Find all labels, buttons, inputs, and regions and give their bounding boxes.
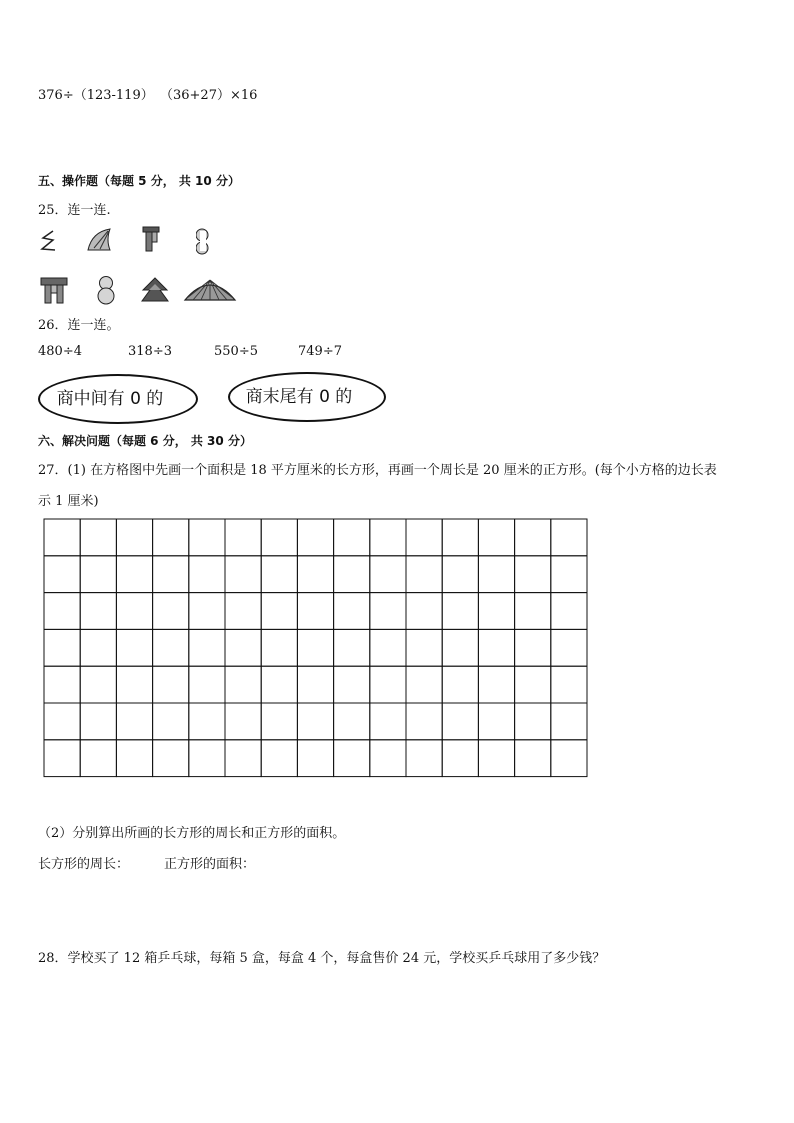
section-6-heading: 六、解决问题（每题 6 分， 共 30 分）	[38, 434, 252, 448]
grid-cell[interactable]	[153, 556, 189, 593]
oval-quotient-middle-zero[interactable]	[38, 374, 198, 424]
grid-cell[interactable]	[261, 740, 297, 777]
grid-cell[interactable]	[515, 593, 551, 630]
grid-cell[interactable]	[406, 593, 442, 630]
square-grid[interactable]	[43, 518, 589, 778]
grid-cell[interactable]	[406, 519, 442, 556]
grid-cell[interactable]	[478, 556, 514, 593]
grid-cell[interactable]	[334, 556, 370, 593]
grid-cell[interactable]	[370, 703, 406, 740]
grid-cell[interactable]	[116, 629, 152, 666]
grid-cell[interactable]	[80, 740, 116, 777]
expression-item: 318÷3	[128, 344, 172, 359]
grid-cell[interactable]	[297, 519, 333, 556]
grid-cell[interactable]	[334, 519, 370, 556]
grid-cell[interactable]	[334, 703, 370, 740]
grid-cell[interactable]	[370, 593, 406, 630]
grid-cell[interactable]	[334, 666, 370, 703]
grid-cell[interactable]	[80, 519, 116, 556]
grid-cell[interactable]	[370, 519, 406, 556]
grid-cell[interactable]	[551, 556, 587, 593]
grid-cell[interactable]	[80, 666, 116, 703]
snowman-side-icon	[196, 226, 212, 256]
grid-cell[interactable]	[153, 666, 189, 703]
grid-cell[interactable]	[153, 740, 189, 777]
grid-cell[interactable]	[442, 556, 478, 593]
grid-cell[interactable]	[297, 556, 333, 593]
grid-cell[interactable]	[80, 703, 116, 740]
grid-cell[interactable]	[551, 629, 587, 666]
grid-cell[interactable]	[370, 556, 406, 593]
grid-cell[interactable]	[261, 519, 297, 556]
grid-cell[interactable]	[116, 556, 152, 593]
grid-cell[interactable]	[297, 593, 333, 630]
grid-cell[interactable]	[551, 666, 587, 703]
grid-cell[interactable]	[116, 519, 152, 556]
grid-cell[interactable]	[334, 740, 370, 777]
question-27-line-1: 27．(1) 在方格图中先画一个面积是 18 平方厘米的长方形，再画一个周长是 20 厘米的正方形。(每个小方格的边长表	[38, 463, 717, 478]
square-area-label: 正方形的面积：	[164, 857, 256, 872]
grid-cell[interactable]	[442, 519, 478, 556]
grid-cell[interactable]	[442, 593, 478, 630]
grid-cell[interactable]	[334, 629, 370, 666]
grid-cell[interactable]	[297, 629, 333, 666]
grid-cell[interactable]	[80, 556, 116, 593]
expression-item: 749÷7	[298, 344, 342, 359]
grid-cell[interactable]	[153, 593, 189, 630]
grid-cell[interactable]	[442, 629, 478, 666]
grid-cell[interactable]	[225, 740, 261, 777]
expression-item: 550÷5	[214, 344, 258, 359]
grid-cell[interactable]	[189, 629, 225, 666]
grid-cell[interactable]	[44, 703, 80, 740]
oval-label: 商中间有 0 的	[56, 388, 164, 409]
expression-1: 376÷（123-119）	[38, 88, 154, 103]
grid-cell[interactable]	[116, 740, 152, 777]
grid-cell[interactable]	[44, 740, 80, 777]
grid-cell[interactable]	[225, 629, 261, 666]
grid-cell[interactable]	[370, 666, 406, 703]
grid-cell[interactable]	[478, 593, 514, 630]
question-25-label: 25．连一连.	[38, 203, 111, 218]
grid-cell[interactable]	[261, 666, 297, 703]
grid-cell[interactable]	[478, 666, 514, 703]
grid-cell[interactable]	[442, 703, 478, 740]
grid-cell[interactable]	[442, 666, 478, 703]
expression-2: （36+27）×16	[160, 88, 258, 103]
grid-cell[interactable]	[189, 666, 225, 703]
grid-cell[interactable]	[116, 703, 152, 740]
grid-cell[interactable]	[551, 593, 587, 630]
oval-quotient-end-zero[interactable]	[228, 372, 386, 422]
grid-cell[interactable]	[261, 703, 297, 740]
grid-cell[interactable]	[153, 519, 189, 556]
grid-cell[interactable]	[478, 629, 514, 666]
umbrella-side-icon	[86, 226, 114, 252]
expression-item: 480÷4	[38, 344, 82, 359]
snowman-front-icon	[94, 274, 118, 306]
grid-cell[interactable]	[44, 556, 80, 593]
grid-cell[interactable]	[370, 740, 406, 777]
grid-cell[interactable]	[225, 666, 261, 703]
grid-cell[interactable]	[478, 703, 514, 740]
stool-side-icon	[140, 225, 162, 253]
grid-cell[interactable]	[297, 740, 333, 777]
grid-cell[interactable]	[225, 519, 261, 556]
grid-cell[interactable]	[153, 703, 189, 740]
grid-cell[interactable]	[551, 519, 587, 556]
grid-cell[interactable]	[44, 629, 80, 666]
tree-top-icon	[140, 276, 170, 304]
grid-cell[interactable]	[261, 593, 297, 630]
grid-cell[interactable]	[189, 519, 225, 556]
grid-cell[interactable]	[116, 666, 152, 703]
grid-cell[interactable]	[189, 703, 225, 740]
grid-cell[interactable]	[80, 593, 116, 630]
stool-front-icon	[39, 275, 69, 305]
grid-cell[interactable]	[515, 519, 551, 556]
question-27-part-2: （2）分别算出所画的长方形的周长和正方形的面积。	[38, 826, 346, 841]
grid-cell[interactable]	[478, 519, 514, 556]
question-26-label: 26．连一连。	[38, 318, 120, 333]
grid-cell[interactable]	[515, 703, 551, 740]
grid-cell[interactable]	[225, 556, 261, 593]
grid-cell[interactable]	[297, 703, 333, 740]
grid-cell[interactable]	[406, 629, 442, 666]
grid-cell[interactable]	[406, 703, 442, 740]
grid-cell[interactable]	[334, 593, 370, 630]
umbrella-front-icon	[183, 276, 237, 304]
grid-cell[interactable]	[189, 740, 225, 777]
rectangle-perimeter-label: 长方形的周长：	[38, 857, 130, 872]
grid-cell[interactable]	[551, 740, 587, 777]
question-27-line-2: 示 1 厘米)	[38, 494, 99, 509]
grid-cell[interactable]	[225, 703, 261, 740]
oval-label: 商末尾有 0 的	[245, 386, 353, 407]
zigzag-shape-icon	[38, 228, 60, 254]
grid-cell[interactable]	[225, 593, 261, 630]
grid-cell[interactable]	[44, 593, 80, 630]
grid-cell[interactable]	[261, 556, 297, 593]
grid-cell[interactable]	[44, 519, 80, 556]
grid-cell[interactable]	[515, 666, 551, 703]
grid-cell[interactable]	[478, 740, 514, 777]
grid-cell[interactable]	[116, 593, 152, 630]
grid-cell[interactable]	[515, 740, 551, 777]
grid-cell[interactable]	[515, 629, 551, 666]
grid-cell[interactable]	[515, 556, 551, 593]
grid-cell[interactable]	[551, 703, 587, 740]
grid-cell[interactable]	[406, 556, 442, 593]
grid-cell[interactable]	[297, 666, 333, 703]
grid-cell[interactable]	[80, 629, 116, 666]
question-28-text: 28．学校买了 12 箱乒乓球，每箱 5 盒，每盒 4 个，每盒售价 24 元，学校买乒乓球用了多少钱？	[38, 951, 606, 966]
grid-cell[interactable]	[44, 666, 80, 703]
grid-cell[interactable]	[189, 593, 225, 630]
grid-cell[interactable]	[406, 666, 442, 703]
grid-cell[interactable]	[370, 629, 406, 666]
grid-cell[interactable]	[406, 740, 442, 777]
grid-cell[interactable]	[442, 740, 478, 777]
grid-cell[interactable]	[189, 556, 225, 593]
section-5-heading: 五、操作题（每题 5 分， 共 10 分）	[38, 174, 240, 188]
grid-cell[interactable]	[153, 629, 189, 666]
grid-cell[interactable]	[261, 629, 297, 666]
